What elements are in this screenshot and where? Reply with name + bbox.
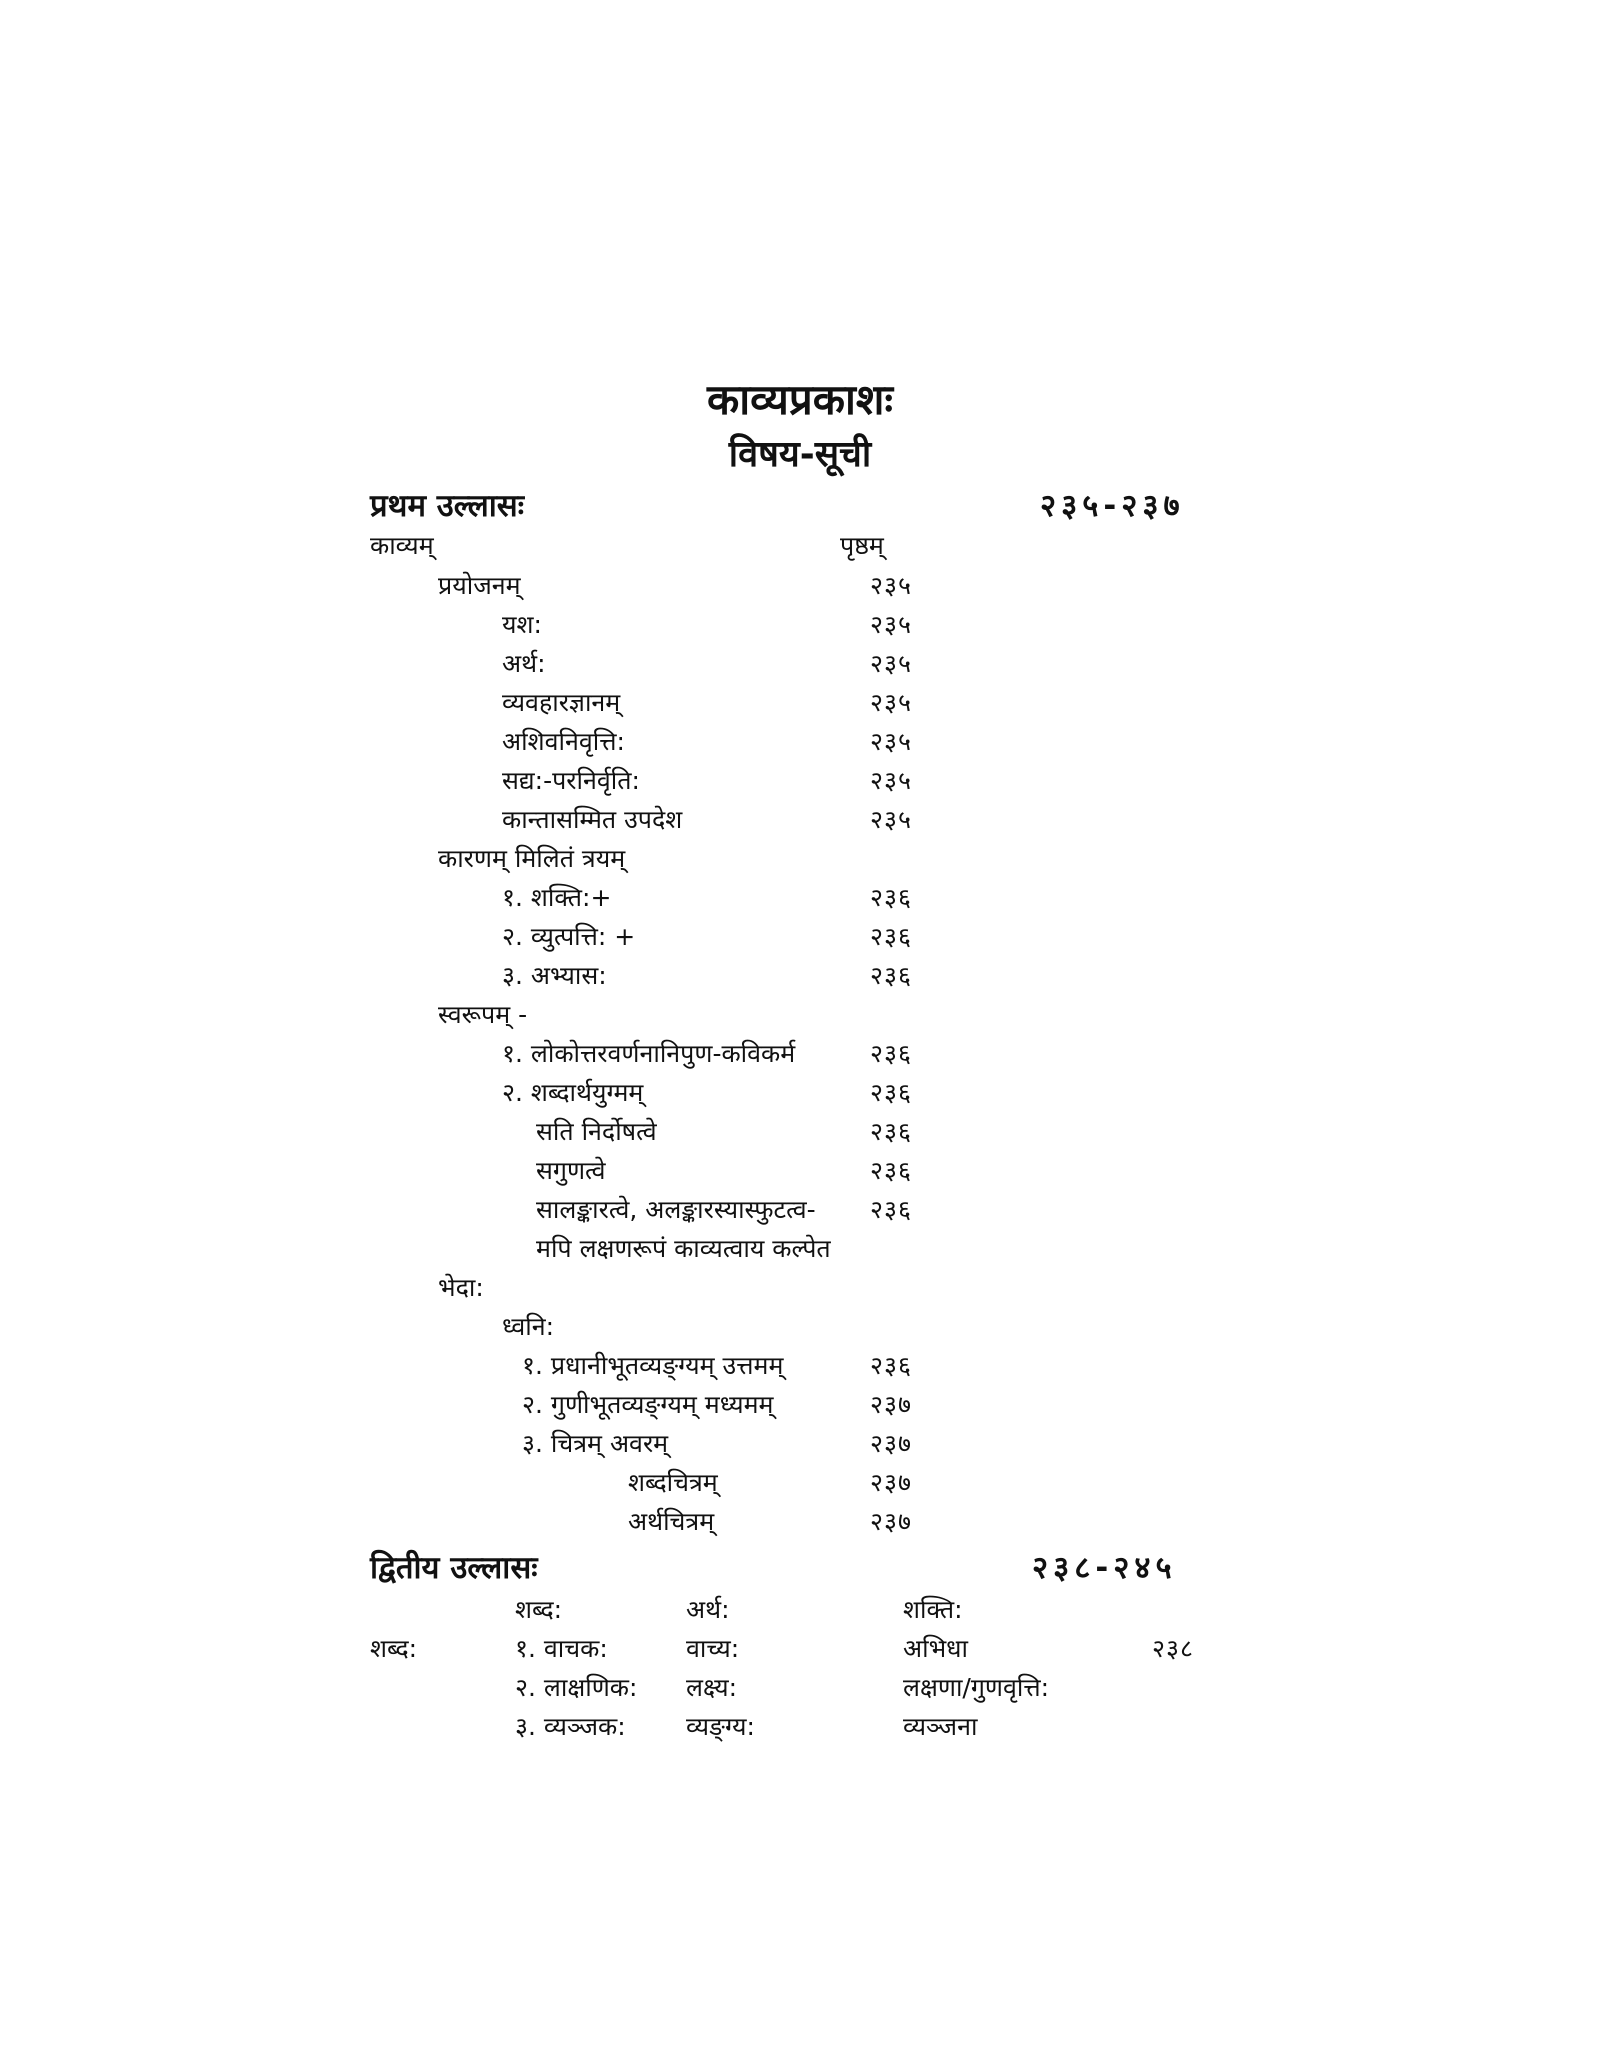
- toc-entry: २. गुणीभूतव्यङ्ग्यम् मध्यमम्: [522, 1390, 774, 1419]
- toc-entry: १. लोकोत्तरवर्णनानिपुण-कविकर्म: [502, 1039, 796, 1068]
- toc-page-number: २३७: [870, 1390, 913, 1419]
- table-cell: १. वाचक:: [515, 1634, 608, 1663]
- toc-page-number: २३७: [870, 1429, 913, 1458]
- toc-entry: शब्दचित्रम्: [628, 1468, 718, 1497]
- toc-entry: २. व्युत्पत्ति: +: [502, 922, 636, 951]
- toc-entry: सति निर्दोषत्वे: [536, 1117, 657, 1146]
- section-2-page-range: २३८-२४५: [1032, 1550, 1177, 1586]
- table-header-artha: अर्थ:: [686, 1595, 730, 1624]
- table-cell: अभिधा: [903, 1634, 969, 1663]
- section-1-heading: प्रथम उल्लासः: [370, 488, 525, 524]
- toc-page-number: २३५: [870, 805, 913, 834]
- table-cell: ३. व्यञ्जक:: [515, 1712, 626, 1741]
- toc-page-number: २३६: [870, 1117, 913, 1146]
- toc-entry: २. शब्दार्थयुग्मम्: [502, 1078, 644, 1107]
- toc-page-number: २३७: [870, 1507, 913, 1536]
- toc-page-number: २३६: [870, 961, 913, 990]
- toc-page-number: २३५: [870, 571, 913, 600]
- toc-entry: स्वरूपम् -: [438, 1000, 528, 1029]
- toc-entry: १. शक्ति:+: [502, 883, 612, 912]
- toc-entry: सालङ्कारत्वे, अलङ्कारस्यास्फुटत्व-: [536, 1195, 816, 1224]
- toc-page-number: २३५: [870, 610, 913, 639]
- toc-entry: सगुणत्वे: [536, 1156, 606, 1185]
- toc-page-number: २३५: [870, 649, 913, 678]
- table-cell: व्यञ्जना: [903, 1712, 978, 1741]
- toc-page-number: २३६: [870, 1039, 913, 1068]
- toc-entry: ३. अभ्यास:: [502, 961, 607, 990]
- table-header-shabda: शब्द:: [515, 1595, 563, 1624]
- table-page-number: २३८: [1152, 1634, 1195, 1663]
- toc-page-number: २३६: [870, 883, 913, 912]
- toc-page-number: २३६: [870, 1351, 913, 1380]
- toc-entry: अर्थ:: [502, 649, 546, 678]
- table-cell: लक्षणा/गुणवृत्ति:: [903, 1673, 1050, 1702]
- section-1-page-range: २३५-२३७: [1040, 488, 1185, 524]
- column-label-item: काव्यम्: [370, 531, 434, 560]
- page-title: काव्यप्रकाशः: [707, 375, 893, 424]
- table-cell: वाच्य:: [686, 1634, 740, 1663]
- toc-page-number: २३५: [870, 727, 913, 756]
- toc-entry: व्यवहारज्ञानम्: [502, 688, 621, 717]
- toc-entry: ध्वनि:: [502, 1312, 555, 1341]
- toc-entry: ३. चित्रम् अवरम्: [522, 1429, 669, 1458]
- column-label-page: पृष्ठम्: [840, 531, 884, 560]
- toc-entry: कारणम् मिलितं त्रयम्: [438, 844, 626, 873]
- toc-page-number: २३६: [870, 922, 913, 951]
- toc-page-number: २३५: [870, 688, 913, 717]
- toc-page-number: २३७: [870, 1468, 913, 1497]
- table-cell: व्यङ्ग्य:: [686, 1712, 755, 1741]
- toc-entry: प्रयोजनम्: [438, 571, 521, 600]
- toc-entry: कान्तासम्मित उपदेश: [502, 805, 683, 834]
- table-row-label: शब्द:: [370, 1634, 418, 1663]
- toc-entry: यश:: [502, 610, 542, 639]
- table-cell: २. लाक्षणिक:: [515, 1673, 638, 1702]
- toc-entry: १. प्रधानीभूतव्यङ्ग्यम् उत्तमम्: [522, 1351, 784, 1380]
- toc-entry: अशिवनिवृत्ति:: [502, 727, 625, 756]
- toc-page-number: २३६: [870, 1195, 913, 1224]
- toc-entry: सद्य:-परनिर्वृति:: [502, 766, 640, 795]
- page-subtitle: विषय-सूची: [728, 434, 872, 475]
- toc-page-number: २३६: [870, 1078, 913, 1107]
- table-cell: लक्ष्य:: [686, 1673, 737, 1702]
- toc-page-number: २३५: [870, 766, 913, 795]
- toc-entry: मपि लक्षणरूपं काव्यत्वाय कल्पेत: [536, 1234, 831, 1263]
- section-2-heading: द्वितीय उल्लासः: [370, 1550, 538, 1586]
- table-header-shakti: शक्ति:: [903, 1595, 963, 1624]
- toc-page-number: २३६: [870, 1156, 913, 1185]
- toc-entry: अर्थचित्रम्: [628, 1507, 715, 1536]
- toc-entry: भेदा:: [438, 1273, 484, 1302]
